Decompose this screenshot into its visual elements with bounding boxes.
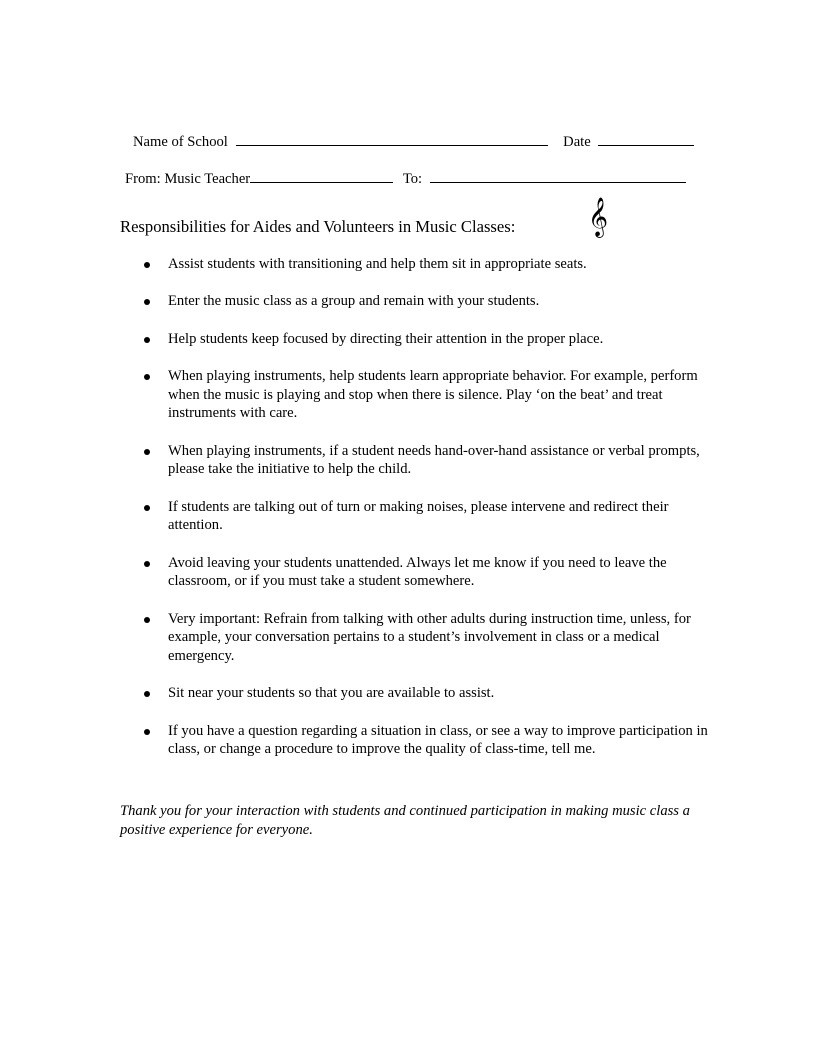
treble-clef-icon: 𝄞: [588, 197, 609, 237]
list-item: [120, 498, 710, 535]
item-text: Very important: Refrain from talking with other adults during instruction time, unless, for example, your conversation pertains to a student’s involvement in class or a medical emergency.: [168, 610, 691, 664]
list-item: [120, 722, 710, 759]
to-label: To:: [402, 171, 423, 187]
item-text: Help students keep focused by directing their attention in the proper place.: [168, 330, 604, 347]
list-item: [120, 610, 710, 666]
bullet-icon: [144, 561, 150, 567]
item-text: Avoid leaving your students unattended. Always let me know if you need to leave the classroom, or if you must take a student somewhere.: [168, 554, 667, 590]
list-item: [120, 684, 710, 703]
list-item: [120, 330, 710, 349]
responsibilities-list: [120, 255, 710, 778]
school-name-field[interactable]: [236, 131, 548, 146]
item-text: If students are talking out of turn or making noises, please intervene and redirect their attention.: [168, 498, 669, 534]
bullet-icon: [144, 729, 150, 735]
list-item: [120, 367, 710, 423]
list-item: [120, 255, 710, 274]
from-to-row: [125, 168, 686, 188]
bullet-icon: [144, 449, 150, 455]
bullet-icon: [144, 505, 150, 511]
page-title: Responsibilities for Aides and Volunteers in Music Classes:: [120, 217, 516, 236]
bullet-icon: [144, 617, 150, 623]
closing-note: Thank you for your interaction with students and continued participation in making music class a positive experience for everyone.: [120, 803, 690, 838]
to-field[interactable]: [430, 168, 686, 183]
bullet-icon: [144, 299, 150, 305]
item-text: Enter the music class as a group and remain with your students.: [168, 293, 540, 310]
list-item: [120, 442, 710, 479]
from-label: From: Music Teacher: [125, 171, 251, 187]
item-text: Assist students with transitioning and help them sit in appropriate seats.: [168, 256, 587, 272]
item-text: If you have a question regarding a situation in class, or see a way to improve participation in class, or change a procedure to improve the quality of class-time, tell me.: [168, 722, 708, 758]
date-label: Date: [563, 134, 591, 150]
from-field[interactable]: [250, 168, 393, 183]
item-text: Sit near your students so that you are available to assist.: [168, 685, 495, 702]
school-date-row: [133, 131, 694, 151]
bullet-icon: [144, 262, 150, 268]
item-text: When playing instruments, if a student needs hand-over-hand assistance or verbal prompts, please take the initiative to help the child.: [168, 442, 700, 478]
list-item: [120, 554, 710, 591]
date-field[interactable]: [598, 131, 694, 146]
school-label: Name of School: [133, 134, 228, 150]
bullet-icon: [144, 691, 150, 697]
bullet-icon: [144, 374, 150, 380]
item-text: When playing instruments, help students learn appropriate behavior. For example, perform when the music is playing and stop when there is silence. Play ‘on the beat’ and treat instruments with care.: [168, 368, 698, 422]
bullet-icon: [144, 337, 150, 343]
list-item: [120, 292, 710, 311]
